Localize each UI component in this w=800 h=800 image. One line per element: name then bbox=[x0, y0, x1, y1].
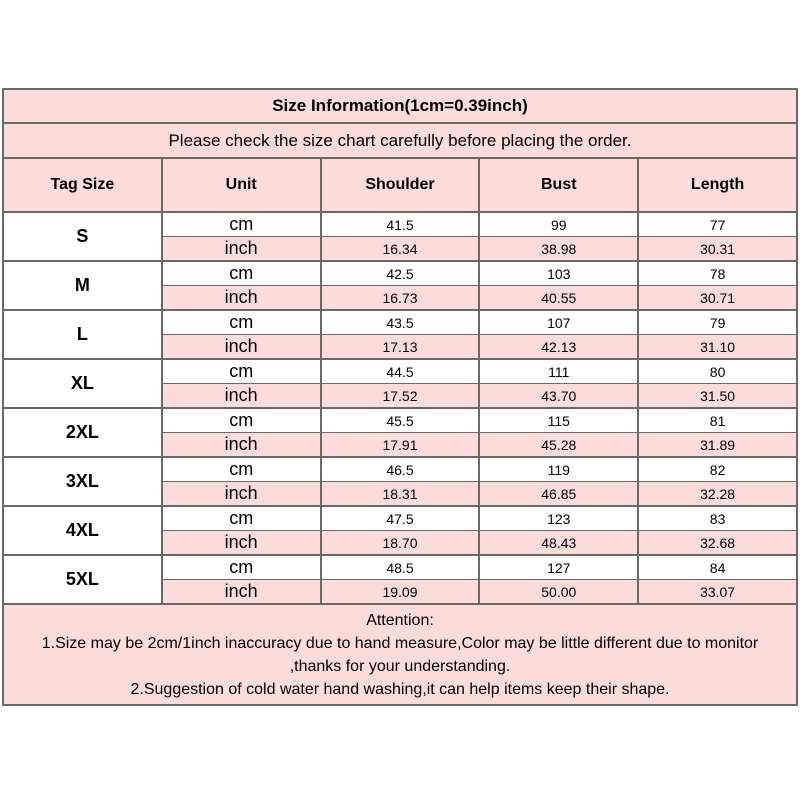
value-cell: 33.07 bbox=[638, 580, 797, 605]
tag-size-cell: L bbox=[3, 310, 162, 359]
size-row-cm bbox=[3, 408, 797, 433]
unit-cell-inch: inch bbox=[162, 237, 321, 262]
value-cell: 78 bbox=[638, 261, 797, 286]
column-header-length: Length bbox=[638, 158, 797, 212]
value-cell: 82 bbox=[638, 457, 797, 482]
value-cell: 30.31 bbox=[638, 237, 797, 262]
value-cell: 31.50 bbox=[638, 384, 797, 409]
note-line-1: 1.Size may be 2cm/1inch inaccuracy due to hand measure,Color may be little different due to monitor bbox=[41, 634, 759, 652]
unit-cell-inch: inch bbox=[162, 482, 321, 507]
table-subtitle: Please check the size chart carefully before placing the order. bbox=[3, 123, 797, 158]
unit-cell-inch: inch bbox=[162, 433, 321, 458]
subtitle-row bbox=[3, 123, 797, 158]
size-table-foot bbox=[3, 604, 797, 705]
value-cell: 79 bbox=[638, 310, 797, 335]
unit-cell-inch: inch bbox=[162, 531, 321, 556]
value-cell: 111 bbox=[479, 359, 638, 384]
value-cell: 77 bbox=[638, 212, 797, 237]
value-cell: 47.5 bbox=[321, 506, 480, 531]
title-row bbox=[3, 89, 797, 123]
unit-cell-cm: cm bbox=[162, 212, 321, 237]
value-cell: 32.68 bbox=[638, 531, 797, 556]
notes-row bbox=[3, 604, 797, 705]
size-row-cm bbox=[3, 261, 797, 286]
size-row-cm bbox=[3, 359, 797, 384]
unit-cell-inch: inch bbox=[162, 580, 321, 605]
value-cell: 17.13 bbox=[321, 335, 480, 360]
value-cell: 123 bbox=[479, 506, 638, 531]
value-cell: 127 bbox=[479, 555, 638, 580]
value-cell: 16.34 bbox=[321, 237, 480, 262]
value-cell: 81 bbox=[638, 408, 797, 433]
table-title: Size Information(1cm=0.39inch) bbox=[3, 89, 797, 123]
value-cell: 45.28 bbox=[479, 433, 638, 458]
value-cell: 115 bbox=[479, 408, 638, 433]
unit-cell-inch: inch bbox=[162, 286, 321, 311]
value-cell: 45.5 bbox=[321, 408, 480, 433]
note-line-1-continued: ,thanks for your understanding. bbox=[289, 657, 511, 675]
size-table-head bbox=[3, 89, 797, 212]
value-cell: 16.73 bbox=[321, 286, 480, 311]
size-row-cm bbox=[3, 212, 797, 237]
value-cell: 40.55 bbox=[479, 286, 638, 311]
tag-size-cell: 3XL bbox=[3, 457, 162, 506]
unit-cell-cm: cm bbox=[162, 310, 321, 335]
tag-size-cell: 5XL bbox=[3, 555, 162, 604]
value-cell: 31.89 bbox=[638, 433, 797, 458]
value-cell: 103 bbox=[479, 261, 638, 286]
unit-cell-inch: inch bbox=[162, 335, 321, 360]
attention-notes bbox=[3, 604, 797, 705]
unit-cell-cm: cm bbox=[162, 359, 321, 384]
value-cell: 46.85 bbox=[479, 482, 638, 507]
tag-size-cell: S bbox=[3, 212, 162, 261]
value-cell: 99 bbox=[479, 212, 638, 237]
value-cell: 107 bbox=[479, 310, 638, 335]
value-cell: 48.5 bbox=[321, 555, 480, 580]
unit-cell-cm: cm bbox=[162, 506, 321, 531]
unit-cell-cm: cm bbox=[162, 555, 321, 580]
value-cell: 32.28 bbox=[638, 482, 797, 507]
value-cell: 42.13 bbox=[479, 335, 638, 360]
size-row-cm bbox=[3, 310, 797, 335]
value-cell: 43.70 bbox=[479, 384, 638, 409]
tag-size-cell: XL bbox=[3, 359, 162, 408]
column-header-bust: Bust bbox=[479, 158, 638, 212]
value-cell: 17.52 bbox=[321, 384, 480, 409]
value-cell: 46.5 bbox=[321, 457, 480, 482]
value-cell: 31.10 bbox=[638, 335, 797, 360]
value-cell: 48.43 bbox=[479, 531, 638, 556]
attention-heading: Attention: bbox=[366, 611, 434, 629]
value-cell: 18.31 bbox=[321, 482, 480, 507]
unit-cell-cm: cm bbox=[162, 261, 321, 286]
value-cell: 41.5 bbox=[321, 212, 480, 237]
value-cell: 42.5 bbox=[321, 261, 480, 286]
size-table bbox=[2, 88, 798, 706]
value-cell: 30.71 bbox=[638, 286, 797, 311]
value-cell: 18.70 bbox=[321, 531, 480, 556]
value-cell: 84 bbox=[638, 555, 797, 580]
tag-size-cell: M bbox=[3, 261, 162, 310]
tag-size-cell: 4XL bbox=[3, 506, 162, 555]
value-cell: 38.98 bbox=[479, 237, 638, 262]
note-line-2: 2.Suggestion of cold water hand washing,it can help items keep their shape. bbox=[130, 680, 670, 698]
tag-size-cell: 2XL bbox=[3, 408, 162, 457]
column-header-shoulder: Shoulder bbox=[321, 158, 480, 212]
size-table-body bbox=[3, 212, 797, 604]
value-cell: 17.91 bbox=[321, 433, 480, 458]
column-header-tag-size: Tag Size bbox=[3, 158, 162, 212]
unit-cell-cm: cm bbox=[162, 408, 321, 433]
size-row-cm bbox=[3, 506, 797, 531]
value-cell: 50.00 bbox=[479, 580, 638, 605]
size-row-cm bbox=[3, 555, 797, 580]
size-row-cm bbox=[3, 457, 797, 482]
value-cell: 119 bbox=[479, 457, 638, 482]
column-header-unit: Unit bbox=[162, 158, 321, 212]
value-cell: 80 bbox=[638, 359, 797, 384]
value-cell: 19.09 bbox=[321, 580, 480, 605]
value-cell: 83 bbox=[638, 506, 797, 531]
value-cell: 43.5 bbox=[321, 310, 480, 335]
header-row bbox=[3, 158, 797, 212]
value-cell: 44.5 bbox=[321, 359, 480, 384]
unit-cell-inch: inch bbox=[162, 384, 321, 409]
unit-cell-cm: cm bbox=[162, 457, 321, 482]
